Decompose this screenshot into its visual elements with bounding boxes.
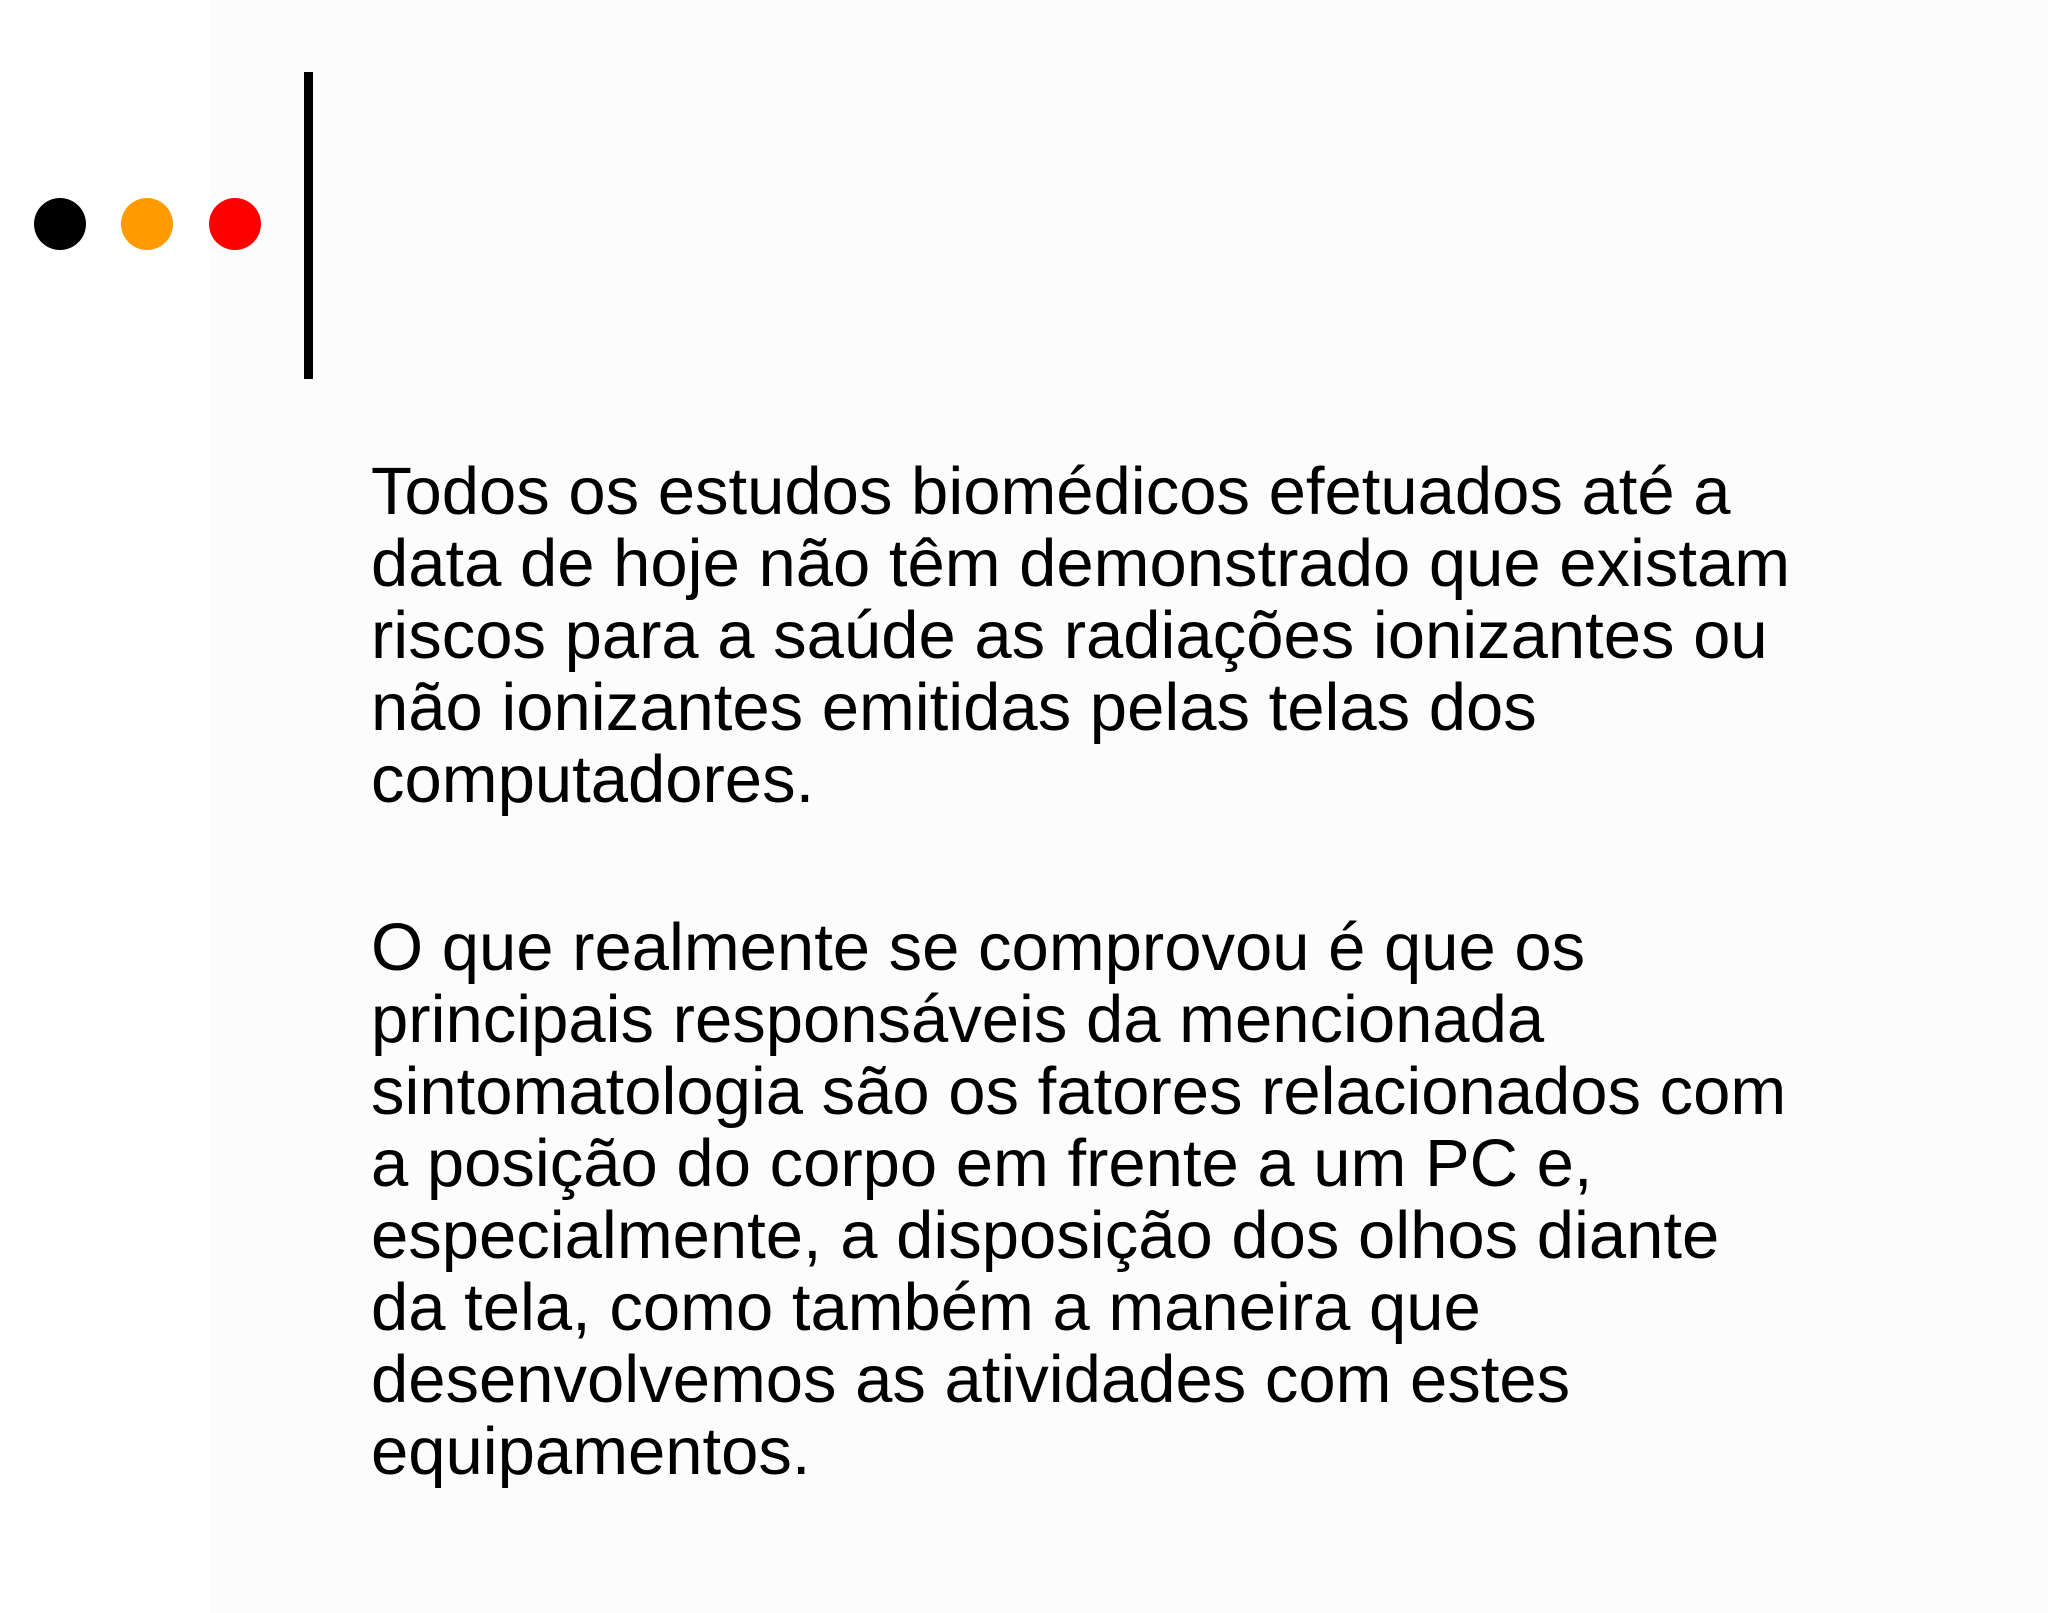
- paragraph-2: O que realmente se comprovou é que os principais responsáveis da mencionada sintomatologia são os fatores relacionados com a posição do corpo em frente a um PC e, especialmente, a disposição dos olhos diante da tela, como também a maneira que desenvolvemos as atividades com estes equipamentos.: [371, 910, 1787, 1489]
- vertical-divider: [304, 72, 313, 379]
- bullet-dot-orange: [121, 198, 173, 250]
- paragraph-1: Todos os estudos biomédicos efetuados até a data de hoje não têm demonstrado que existam riscos para a saúde as radiações ionizantes ou não ionizantes emitidas pelas telas dos computadores.: [371, 454, 1791, 817]
- bullet-dot-red: [209, 198, 261, 250]
- slide-body-text: [371, 456, 1971, 1488]
- bullet-dot-black: [34, 198, 86, 250]
